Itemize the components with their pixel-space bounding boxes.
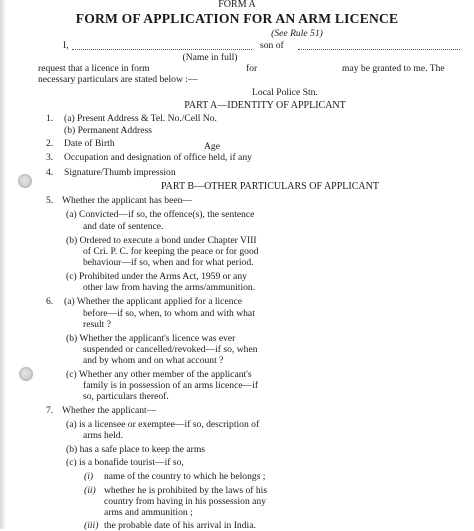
item-3-occupation: Occupation and designation of office held, if any (64, 152, 252, 163)
item-2-number: 2. (46, 138, 54, 149)
q6c-line-1: (c) Whether any other member of the applicant's (66, 369, 252, 380)
q7c-ii-line-3: arms and ammunition ; (104, 507, 193, 518)
q7c-ii-line-2: country from having in his possession any (104, 496, 267, 507)
part-a-heading: PART A—IDENTITY OF APPLICANT (184, 100, 346, 111)
q7c-i-numeral: (i) (84, 471, 94, 482)
q6b-line-3: and by whom and on what account ? (83, 355, 224, 366)
may-be-granted: may be granted to me. The (342, 63, 445, 74)
item-1-number: 1. (46, 113, 54, 124)
q7c-iii-numeral: (iii) (84, 520, 99, 531)
q7a-line-2: arms held. (83, 430, 123, 441)
punch-hole-top (18, 174, 32, 188)
i-label: I, (63, 40, 69, 51)
q7-label: Whether the applicant— (62, 405, 157, 416)
q7b-line: (b) has a safe place to keep the arms (66, 444, 206, 455)
q6-number: 6. (46, 296, 54, 307)
punch-hole-bottom (19, 367, 33, 381)
q7a-line-1: (a) is a licensee or exemptee—if so, description of (66, 419, 260, 430)
form-number: FORM A (218, 0, 256, 10)
q6a-line-2: before—if so, when, to whom and with what (83, 308, 255, 319)
father-name-fill-line (298, 49, 460, 50)
item-1b-permanent-address: (b) Permanent Address (64, 125, 152, 136)
particulars-line: necessary particulars are stated below :— (38, 74, 198, 85)
q5a-line-1: (a) Convicted—if so, the offence(s), the sentence (66, 209, 255, 220)
rule-reference: (See Rule 51) (271, 28, 323, 39)
item-2-date-of-birth: Date of Birth (64, 138, 115, 149)
son-of-label: son of (260, 40, 284, 51)
q7c-line: (c) is a bonafide tourist—if so, (66, 457, 184, 468)
q5b-line-1: (b) Ordered to execute a bond under Chapter VIII (66, 235, 257, 246)
q6c-line-3: so, particulars thereof. (83, 391, 169, 402)
name-fill-line (72, 49, 252, 50)
q6a-line-3: result ? (83, 319, 111, 330)
item-1a-present-address: (a) Present Address & Tel. No./Cell No. (64, 113, 217, 124)
request-line: request that a licence in form (38, 63, 150, 74)
q7-number: 7. (46, 405, 54, 416)
police-station-label: Local Police Stn. (252, 87, 318, 98)
item-2-age: Age (204, 141, 220, 152)
q6a-line-1: (a) Whether the applicant applied for a licence (64, 296, 243, 307)
q6b-line-2: suspended or cancelled/revoked—if so, when (83, 344, 258, 355)
page-edge-shadow (0, 0, 6, 529)
q6c-line-2: family is in possession of an arms licence—if (83, 380, 259, 391)
q7c-i-text: name of the country to which he belongs ; (104, 471, 266, 482)
q5-number: 5. (46, 195, 54, 206)
q7c-iii-text: the probable date of his arrival in India. (104, 520, 256, 531)
form-title: FORM OF APPLICATION FOR AN ARM LICENCE (75, 11, 399, 26)
item-4-number: 4. (46, 167, 54, 178)
part-b-heading: PART B—OTHER PARTICULARS OF APPLICANT (161, 181, 379, 192)
q5c-line-1: (c) Prohibited under the Arms Act, 1959 or any (66, 271, 247, 282)
name-in-full-caption: (Name in full) (182, 52, 238, 63)
for-label: for (246, 63, 258, 74)
q7c-ii-line-1: whether he is prohibited by the laws of his (104, 485, 268, 496)
item-4-signature: Signature/Thumb impression (64, 167, 176, 178)
q7c-ii-numeral: (ii) (84, 485, 96, 496)
q6b-line-1: (b) Whether the applicant's licence was ever (66, 333, 236, 344)
item-3-number: 3. (46, 152, 54, 163)
q5-label: Whether the applicant has been— (62, 195, 192, 206)
q5a-line-2: and date of sentence. (83, 221, 164, 232)
q5c-line-2: other law from having the arms/ammunition. (83, 282, 256, 293)
q5b-line-2: of Cri. P. C. for keeping the peace or for good (83, 246, 259, 257)
q5b-line-3: behaviour—if so, when and for what period. (83, 257, 254, 268)
